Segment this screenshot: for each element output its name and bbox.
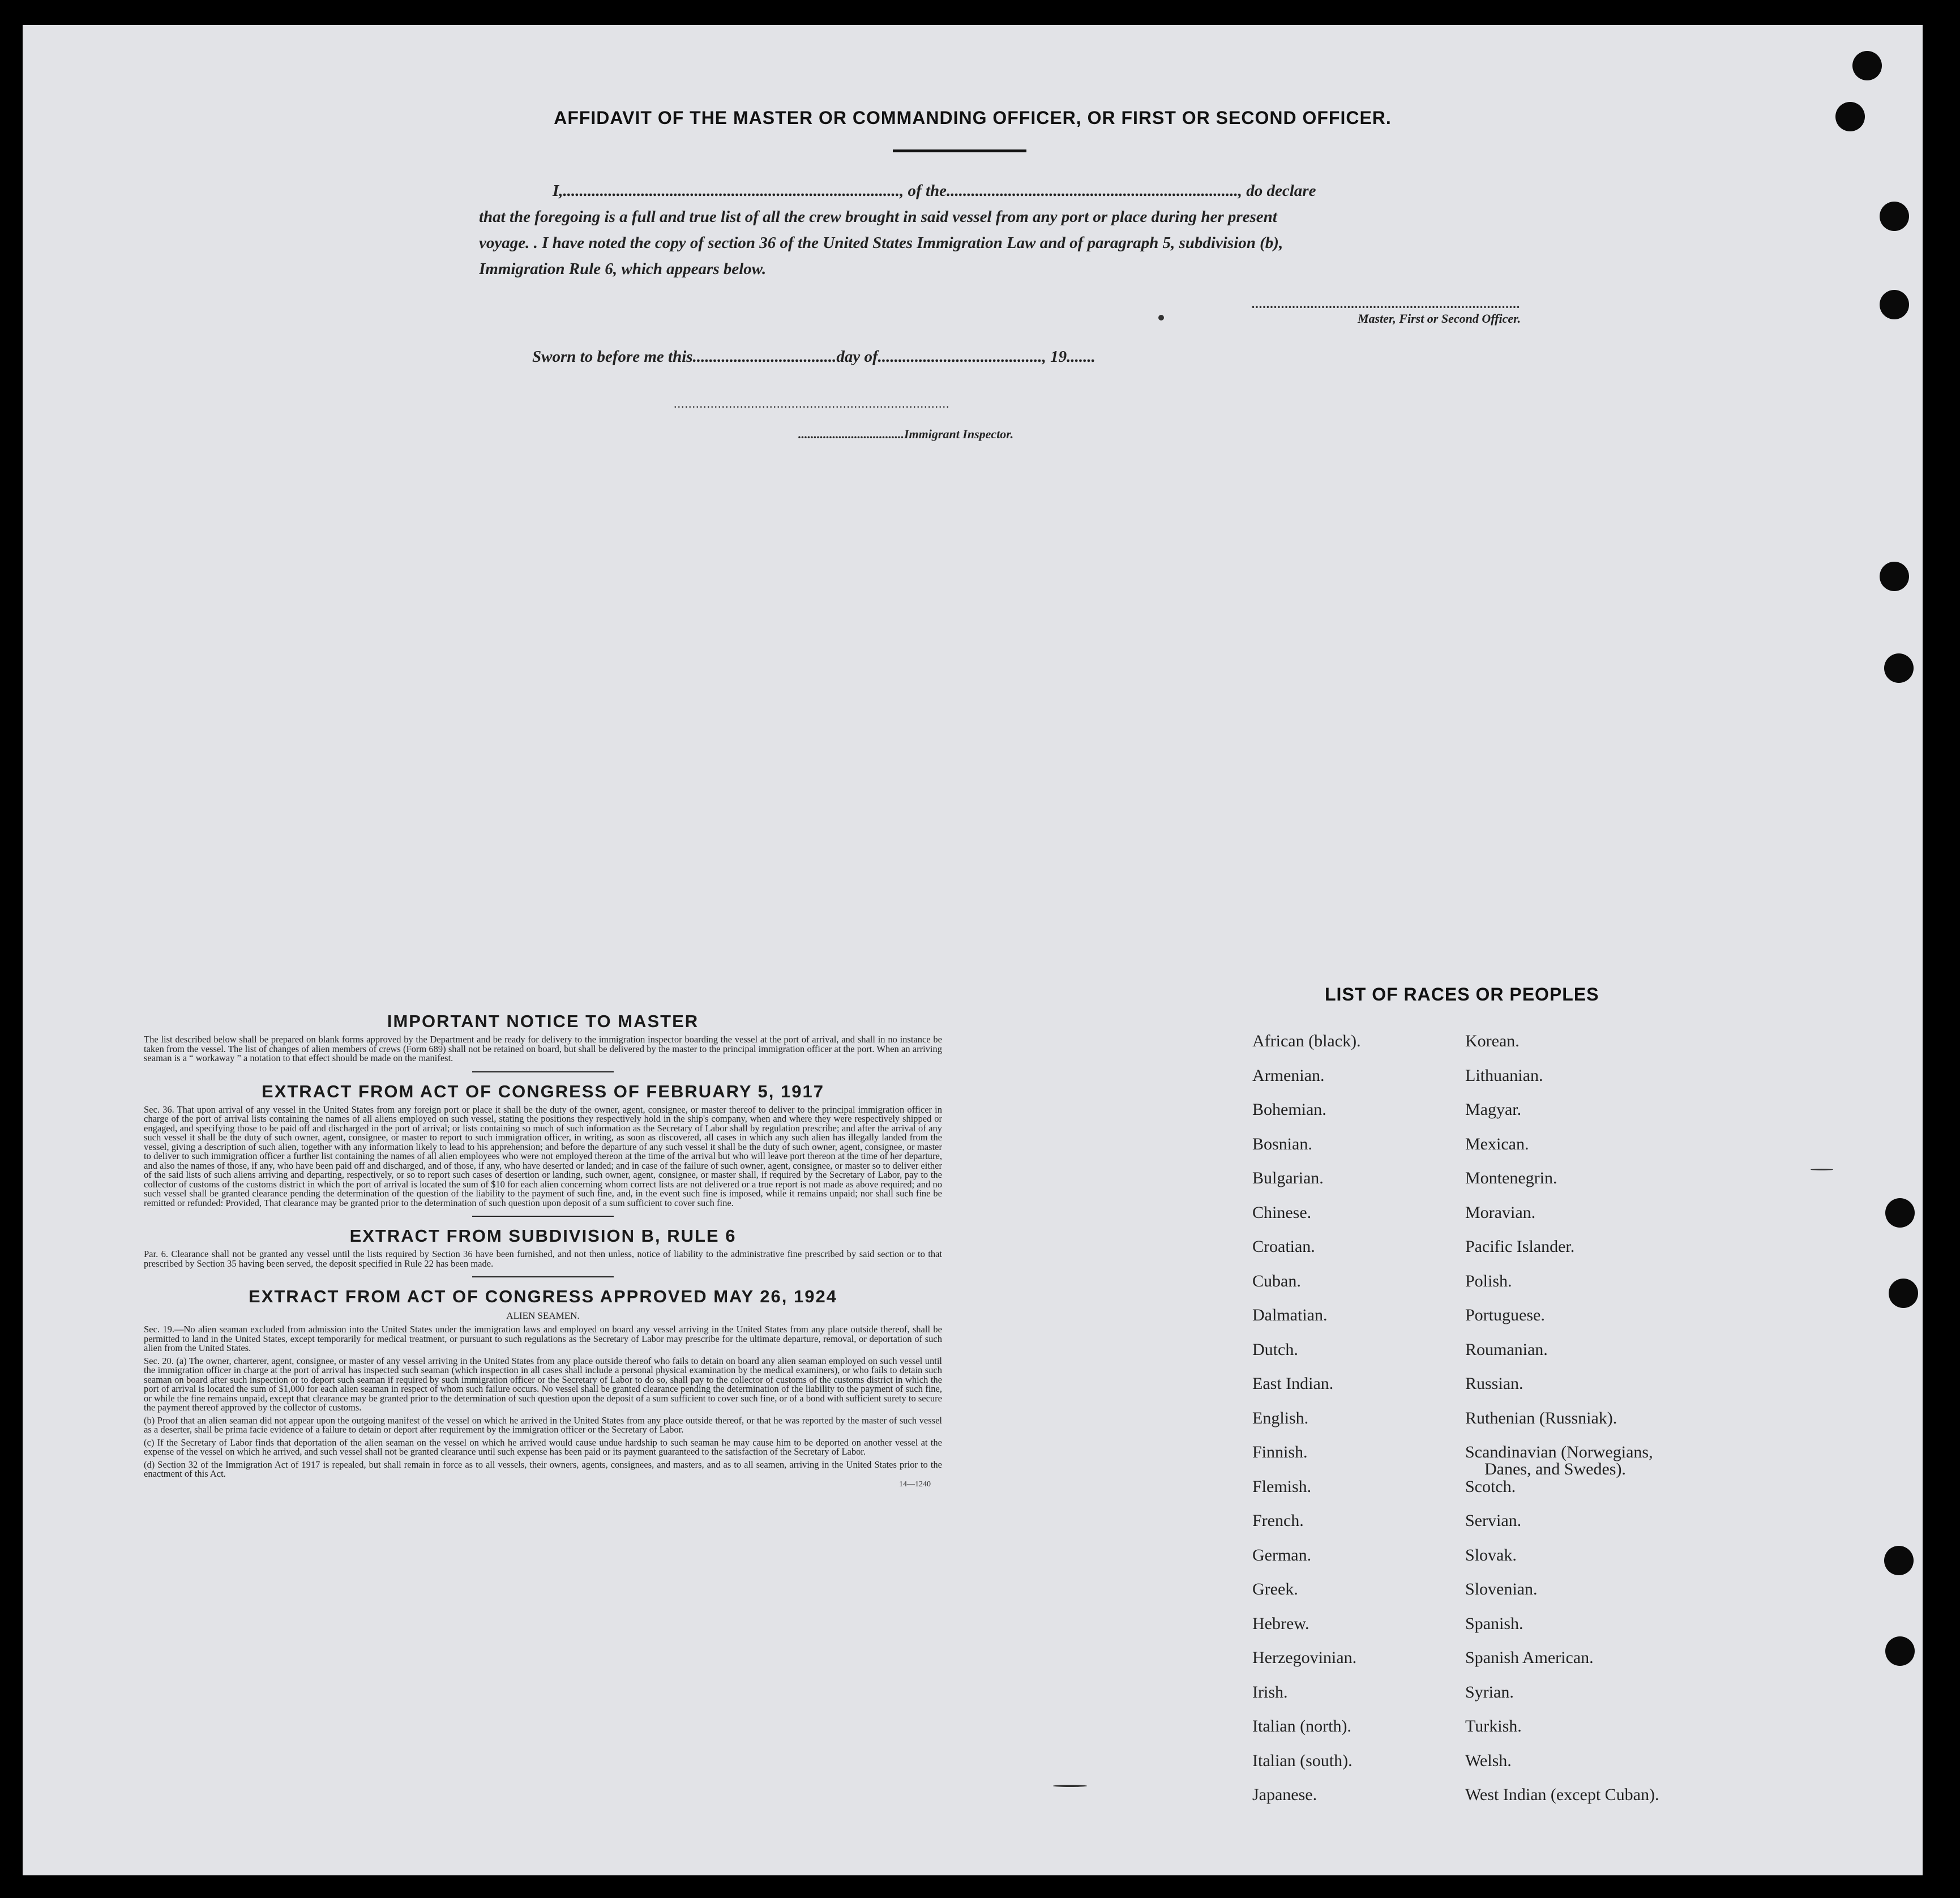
notice-text: The list described below shall be prepared on blank forms approved by the Department and be ready for delivery to the immigration inspector boarding the vessel at the port of arrival, and shall in no instance be taken from the vessel. The list of changes of alien members of crews (Form 689) shall not be retained on board, but shall be delivered by the master to the principal immigration officer at the port. When an arriving seaman is a “ workaway ” a notation to that effect should be made on the manifest. [144,1034,942,1063]
race-item: Italian (south). [1252,1751,1353,1770]
race-item: Syrian. [1465,1682,1514,1702]
extract-1917-text: Sec. 36. That upon arrival of any vessel in the United States from any foreign port or place it shall be the duty of the owner, agent, consignee, or master thereof to deliver to the principal immigration officer in charge of the port of arrival lists containing the names of all aliens employed on such vessel, stating the positions they respectively hold in the ship's company, when and where they were respectively shipped or engaged, and specifying those to be paid off and discharged in the port of arrival; or lists containing so much of such information as the Secretary of Labor shall by regulation prescribe; and after the arrival of any such vessel it shall be the duty of such owner, agent, consignee, or master to report to such immigration officer, in writing, as soon as discovered, all cases in which any such alien has illegally landed from the vessel, giving a description of such alien, together with any information likely to lead to his apprehension; and before the departure of any such vessel it shall be the duty of such owner, agent, consignee, or master to deliver to such immigration officer a further list containing the names of all alien employees who were not employed thereon at the time of the arrival but who will leave port thereon at the time of her departure, and also the names of those, if any, who have been paid off and discharged, and of those, if any, who have deserted or landed; and in case of the failure of such owner, agent, consignee, or master so to deliver either of the said lists of such aliens arriving and departing, respectively, or so to report such cases of desertion or landing, such owner, agent, consignee, or master shall, if required by the Secretary of Labor, pay to the collector of customs of the customs district in which the port of arrival is located the sum of $10 for each alien concerning whom correct lists are not delivered or a true report is not made as above required; and no such vessel shall be granted clearance pending the determination of the question of the liability to the payment of such fine, and, in the event such fine is imposed, while it remains unpaid; nor shall such fine be remitted or refunded: Provided, That clearance may be granted prior to the determination of such question upon deposit of a sum sufficient to cover such fine. [144,1104,942,1208]
sec20c-text: (c) If the Secretary of Labor finds that deportation of the alien seaman on the vessel on which he arrived would cause undue hardship to such seaman he may cause him to be deported on another vessel at the expense of the vessel on which he arrived, and such vessel shall not be granted clearance until such expense has been paid or its payment guaranteed to the satisfaction of the Secretary of Labor. [144,1437,942,1457]
race-item: Moravian. [1465,1203,1536,1222]
race-item: Portuguese. [1465,1306,1545,1324]
race-item: Slovenian. [1465,1580,1538,1598]
race-item: Cuban. [1252,1271,1301,1290]
notice-heading: IMPORTANT NOTICE TO MASTER [387,1011,699,1031]
affidavit-line-4: Immigration Rule 6, which appears below. [479,260,767,278]
race-item: Spanish. [1465,1614,1524,1633]
signature-block [1147,297,1521,326]
race-item-two-line [1465,1444,1659,1478]
divider [472,1276,614,1277]
race-item: Roumanian. [1465,1340,1548,1359]
sworn-line: Sworn to before me this...................................day of........................................, 19....... [532,348,1095,366]
affidavit-line-1: I,.................................................................................., of the......................................................................., do declare [553,182,1316,200]
race-item: Spanish American. [1465,1648,1594,1667]
affidavit-title: AFFIDAVIT OF THE MASTER OR COMMANDING OFFICER, OR FIRST OR SECOND OFFICER. [554,108,1392,128]
race-item: Hebrew. [1252,1614,1309,1633]
punch-hole [1884,653,1914,683]
title-underline [893,149,1026,152]
punch-hole [1885,1636,1915,1666]
race-item-continuation: Danes, and Swedes). [1484,1460,1626,1478]
race-item: Servian. [1465,1511,1522,1530]
race-item: Polish. [1465,1271,1512,1290]
punch-hole [1889,1279,1918,1308]
affidavit-body [479,178,1524,282]
divider [472,1071,614,1072]
race-item: Bulgarian. [1252,1169,1324,1187]
race-item: Armenian. [1252,1066,1325,1085]
race-item: Lithuanian. [1465,1066,1543,1085]
race-item: Pacific Islander. [1465,1237,1575,1256]
race-item: African (black). [1252,1032,1361,1050]
race-item: French. [1252,1511,1304,1530]
race-item: Scotch. [1465,1477,1516,1496]
form-number: 14—1240 [899,1480,931,1489]
race-item: Dalmatian. [1252,1306,1328,1324]
divider [472,1216,614,1217]
race-item: Italian (north). [1252,1717,1351,1735]
race-item: Montenegrin. [1465,1169,1557,1187]
inspector-label: ..................................Immigrant Inspector. [798,427,1014,441]
race-item: Flemish. [1252,1477,1312,1496]
race-item: Korean. [1465,1032,1520,1050]
race-item: Turkish. [1465,1717,1522,1735]
races-right-column [1465,1033,1659,1821]
punch-hole [1884,1546,1914,1575]
races-left-column [1252,1033,1361,1821]
race-item: Magyar. [1465,1100,1522,1119]
ink-mark [1811,1169,1833,1170]
ink-speck [1158,315,1164,320]
punch-hole [1885,1198,1915,1228]
race-item: Finnish. [1252,1443,1308,1461]
race-item: English. [1252,1408,1309,1427]
affidavit-line-3: voyage. . I have noted the copy of section 36 of the United States Immigration Law and of paragraph 5, subdivision (b), [479,234,1283,252]
race-item: Slovak. [1465,1545,1517,1564]
race-item: Welsh. [1465,1751,1512,1770]
sec20d-text: (d) Section 32 of the Immigration Act of 1917 is repealed, but shall remain in force as to all vessels, their owners, agents, consignees, and masters, and as to all seamen, arriving in the United States prior to the enactment of this Act. [144,1459,942,1479]
extract-1917-heading: EXTRACT FROM ACT OF CONGRESS OF FEBRUARY 5, 1917 [262,1081,824,1101]
punch-hole [1880,290,1909,319]
races-heading: LIST OF RACES OR PEOPLES [1325,984,1599,1004]
inspector-signature-line: ........................................................................... [674,396,950,411]
extract-1924-heading: EXTRACT FROM ACT OF CONGRESS APPROVED MAY 26, 1924 [249,1286,837,1306]
ink-mark [1053,1785,1087,1787]
affidavit-line-2: that the foregoing is a full and true list of all the crew brought in said vessel from any port or place during her present [479,208,1277,226]
race-item: German. [1252,1545,1312,1564]
sec20a-text: Sec. 20. (a) The owner, charterer, agent, consignee, or master of any vessel arriving in the United States from any place outside thereof who fails to detain on board any alien seaman employed on such vessel until the immigration officer in charge at the port of arrival has inspected such seaman (which inspection in all cases shall include a personal physical examination by the medical examiners), or who fails to detain such seaman on board after such inspection or to deport such seaman if required by such immigration officer or the Secretary of Labor to do so, shall pay to the collector of customs of the customs district in which the port of arrival is located the sum of $1,000 for each alien seaman in respect of whom such failure occurs. No vessel shall be granted clearance pending the determination of the liability to the payment of such fine, or while the fine remains unpaid, except that clearance may be granted prior to the determination of such question upon the deposit of a sum sufficient to cover such fine, or of a bond with sufficient surety to secure the payment thereof approved by the collector of customs. [144,1355,942,1413]
race-item: Chinese. [1252,1203,1312,1222]
race-item: Russian. [1465,1374,1524,1393]
race-item: Greek. [1252,1580,1298,1598]
notice-section [144,1011,942,1489]
race-item: West Indian (except Cuban). [1465,1785,1659,1804]
race-item: Scandinavian (Norwegians, [1465,1443,1653,1461]
form-page [23,25,1923,1875]
race-item: Japanese. [1252,1785,1317,1804]
punch-hole [1880,202,1909,231]
race-item: Irish. [1252,1682,1288,1702]
race-item: Bohemian. [1252,1100,1326,1119]
race-item: East Indian. [1252,1374,1334,1393]
punch-hole [1880,562,1909,591]
race-item: Ruthenian (Russniak). [1465,1408,1617,1427]
rule6-text: Par. 6. Clearance shall not be granted any vessel until the lists required by Section 36 have been furnished, and not then unless, notice of liability to the administrative fine prescribed by said section or to that prescribed by Section 35 having been served, the deposit specified in Rule 22 has been made. [144,1249,942,1269]
signature-label: Master, First or Second Officer. [1357,311,1521,326]
alien-seamen-subheading: ALIEN SEAMEN. [506,1310,580,1321]
race-item: Dutch. [1252,1340,1298,1359]
sec19-text: Sec. 19.—No alien seaman excluded from admission into the United States under the immigration laws and employed on board any vessel arriving in the United States from any place outside thereof, shall be permitted to land in the United States, except temporarily for medical treatment, or pursuant to such regulations as the Secretary of Labor may prescribe for the ultimate departure, removal, or deportation of such alien from the United States. [144,1324,942,1353]
punch-hole [1835,102,1865,131]
punch-hole [1852,51,1882,80]
sec20b-text: (b) Proof that an alien seaman did not appear upon the outgoing manifest of the vessel on which he arrived in the United States from any place outside thereof, or that he was reported by the master of such vessel as a deserter, shall be prima facie evidence of a failure to detain or deport after requirement by the immigration officer or the Secretary of Labor. [144,1414,942,1435]
rule6-heading: EXTRACT FROM SUBDIVISION B, RULE 6 [349,1226,737,1246]
race-item: Mexican. [1465,1134,1529,1153]
signature-line: ......................................................................... [1252,297,1521,311]
race-item: Croatian. [1252,1237,1315,1256]
race-item: Bosnian. [1252,1134,1312,1153]
race-item: Herzegovinian. [1252,1648,1357,1667]
